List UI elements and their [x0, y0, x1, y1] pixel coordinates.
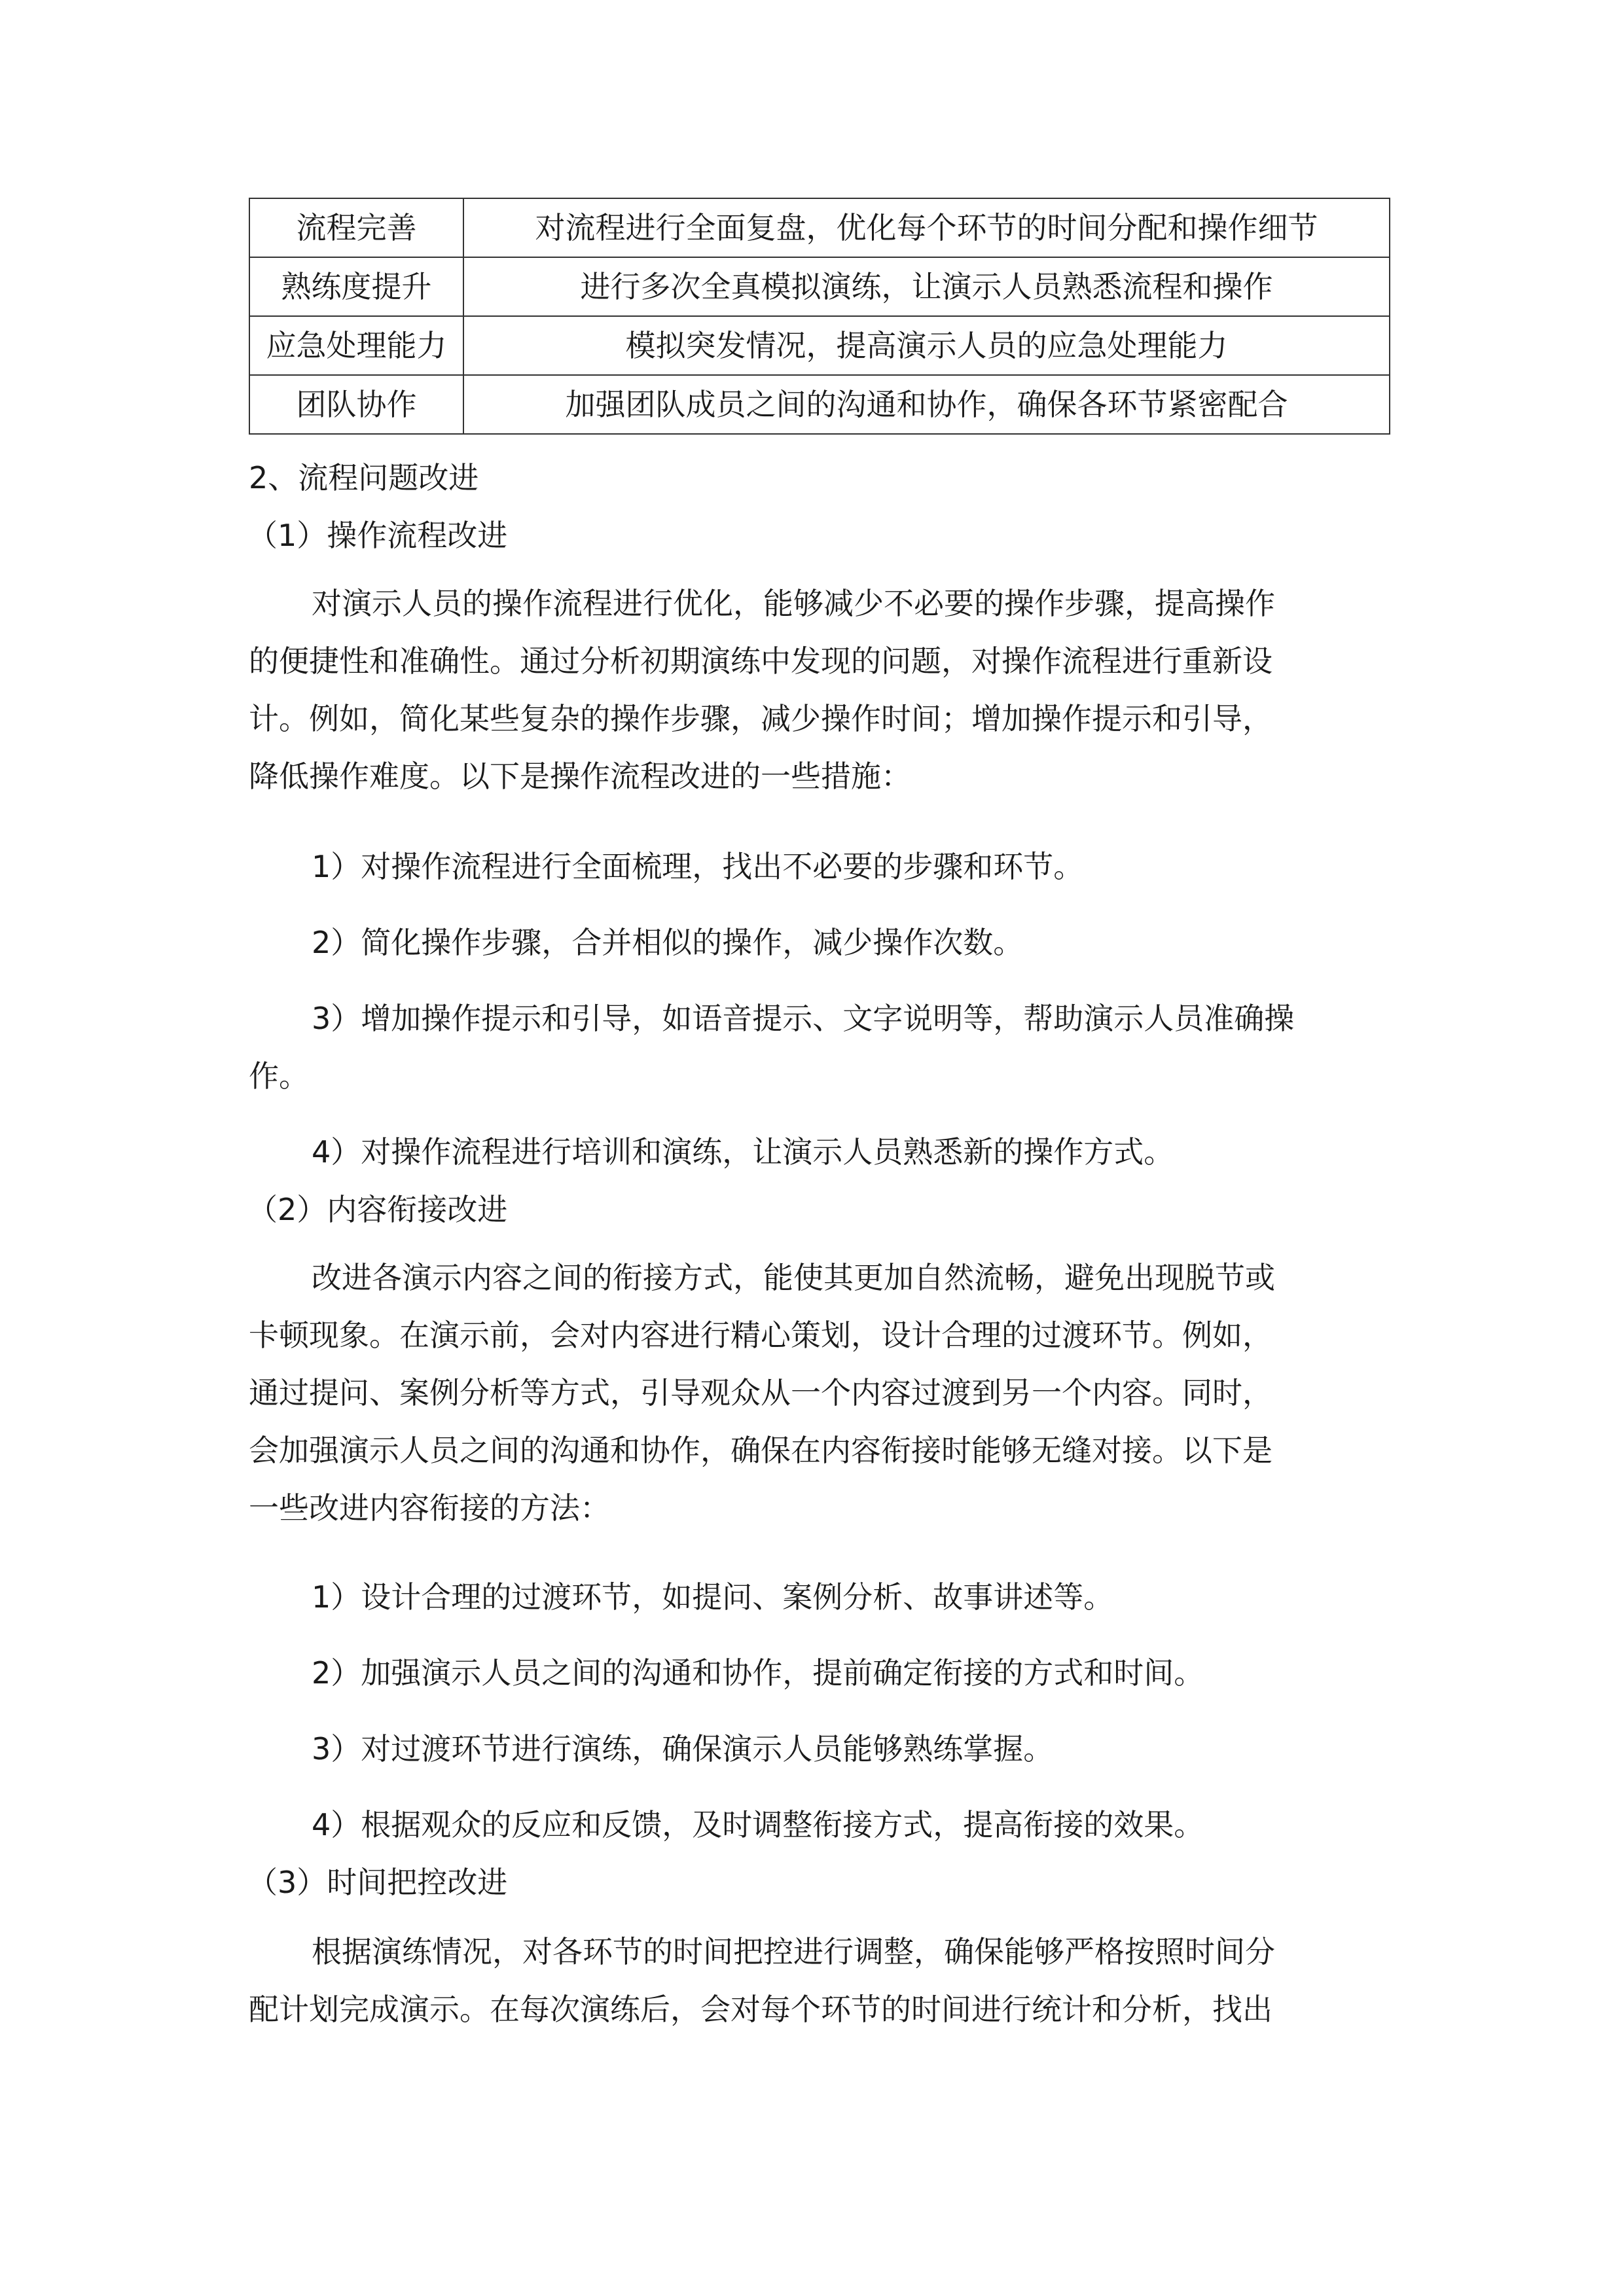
table-row	[249, 375, 1390, 434]
table-cell-item: 团队协作	[249, 375, 463, 434]
paragraph-line: 通过提问、案例分析等方式，引导观众从一个内容过渡到另一个内容。同时，	[249, 1375, 1272, 1410]
list-item: 4）根据观众的反应和反馈，及时调整衔接方式，提高衔接的效果。	[312, 1807, 1204, 1842]
list-item: 2）加强演示人员之间的沟通和协作，提前确定衔接的方式和时间。	[312, 1655, 1204, 1691]
table-cell-description: 加强团队成员之间的沟通和协作，确保各环节紧密配合	[463, 375, 1390, 434]
table-row	[249, 316, 1390, 375]
paragraph-line: 的便捷性和准确性。通过分析初期演练中发现的问题，对操作流程进行重新设	[249, 643, 1272, 679]
list-item: 4）对操作流程进行培训和演练，让演示人员熟悉新的操作方式。	[312, 1134, 1174, 1170]
table-row	[249, 257, 1390, 316]
subsection-title: （2）内容衔接改进	[247, 1192, 508, 1227]
table-cell-description: 对流程进行全面复盘，优化每个环节的时间分配和操作细节	[463, 198, 1390, 257]
paragraph-line: 改进各演示内容之间的衔接方式，能使其更加自然流畅，避免出现脱节或	[312, 1260, 1275, 1295]
list-item: 3）增加操作提示和引导，如语音提示、文字说明等，帮助演示人员准确操	[312, 1001, 1295, 1036]
list-item: 3）对过渡环节进行演练，确保演示人员能够熟练掌握。	[312, 1731, 1054, 1767]
subsection-title: （3）时间把控改进	[247, 1865, 508, 1900]
improvement-summary-table	[249, 198, 1390, 435]
table-cell-description: 进行多次全真模拟演练，让演示人员熟悉流程和操作	[463, 257, 1390, 316]
list-item: 2）简化操作步骤，合并相似的操作，减少操作次数。	[312, 925, 1024, 960]
paragraph-line: 卡顿现象。在演示前，会对内容进行精心策划，设计合理的过渡环节。例如，	[249, 1318, 1272, 1353]
paragraph-line: 根据演练情况，对各环节的时间把控进行调整，确保能够严格按照时间分	[312, 1934, 1275, 1969]
list-item: 1）对操作流程进行全面梳理，找出不必要的步骤和环节。	[312, 849, 1084, 884]
paragraph-line: 降低操作难度。以下是操作流程改进的一些措施：	[249, 759, 911, 794]
subsection-title: （1）操作流程改进	[247, 518, 508, 553]
table-row	[249, 198, 1390, 257]
list-item: 1）设计合理的过渡环节，如提问、案例分析、故事讲述等。	[312, 1579, 1114, 1615]
list-item-continuation: 作。	[249, 1058, 309, 1094]
table-cell-item: 流程完善	[249, 198, 463, 257]
paragraph-line: 配计划完成演示。在每次演练后，会对每个环节的时间进行统计和分析，找出	[249, 1992, 1272, 2027]
table-cell-item: 应急处理能力	[249, 316, 463, 375]
table-cell-item: 熟练度提升	[249, 257, 463, 316]
paragraph-line: 会加强演示人员之间的沟通和协作，确保在内容衔接时能够无缝对接。以下是	[249, 1433, 1272, 1468]
paragraph-line: 计。例如，简化某些复杂的操作步骤，减少操作时间；增加操作提示和引导，	[249, 701, 1272, 736]
table-cell-description: 模拟突发情况，提高演示人员的应急处理能力	[463, 316, 1390, 375]
paragraph-line: 对演示人员的操作流程进行优化，能够减少不必要的操作步骤，提高操作	[312, 586, 1275, 621]
paragraph-line: 一些改进内容衔接的方法：	[249, 1490, 610, 1526]
section-heading: 2、流程问题改进	[249, 460, 479, 495]
